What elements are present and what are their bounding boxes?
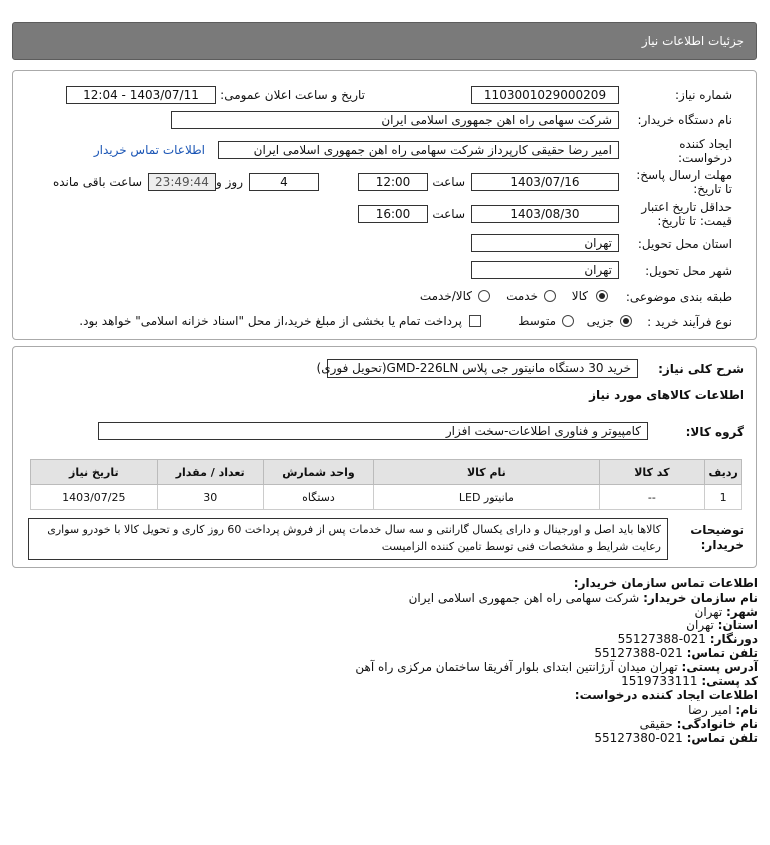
need-number-label: شماره نیاز: — [675, 88, 732, 102]
buyer-address-row — [355, 660, 758, 674]
buyer-contact-title: اطلاعات تماس سازمان خریدار: — [573, 576, 758, 590]
category-option-goods-service: کالا/خدمت — [419, 289, 472, 303]
province-field: تهران — [471, 234, 619, 252]
cell-unit: دستگاه — [263, 485, 373, 510]
page-header — [12, 22, 757, 60]
buyer-org-field: شرکت سهامی راه اهن جمهوری اسلامی ایران — [171, 111, 619, 129]
buyer-city-value: تهران — [694, 605, 723, 619]
notes-label-2: خریدار: — [700, 538, 744, 552]
deadline-label-1: مهلت ارسال پاسخ: — [636, 168, 732, 182]
announce-field: 1403/07/11 - 12:04 — [66, 86, 216, 104]
notes-box: کالاها باید اصل و اورجینال و دارای یکسال گارانتی و سه سال خدمات پس از فروش پرداخت 60 روز کاری و تحویل کالا با خودرو سواری رعایت شرایط و مشخصات فنی توسط تامین کننده الزامیست — [28, 518, 668, 560]
buyer-phone-row — [594, 646, 758, 660]
cell-row: 1 — [705, 485, 742, 510]
category-option-service: خدمت — [506, 289, 538, 303]
col-qty: تعداد / مقدار — [157, 460, 263, 485]
table-header-row — [31, 460, 742, 485]
buyer-fax-label: دورنگار: — [709, 632, 758, 646]
cell-name: مانیتور LED — [374, 485, 599, 510]
goods-table — [30, 459, 742, 510]
col-name: نام کالا — [374, 460, 599, 485]
process-label: نوع فرآیند خرید : — [647, 315, 732, 329]
validity-label-2: قیمت: تا تاریخ: — [657, 214, 732, 228]
buyer-address-label: آدرس پستی: — [681, 660, 758, 674]
category-radio-goods[interactable] — [596, 290, 608, 302]
col-code: کد کالا — [599, 460, 705, 485]
goods-info-title: اطلاعات کالاهای مورد نیاز — [589, 388, 744, 402]
category-option-goods: کالا — [571, 289, 588, 303]
summary-field: خرید 30 دستگاه مانیتور جی پلاس GMD-226LN(تحویل فوری) — [327, 359, 638, 378]
buyer-org-contact-label: نام سازمان خریدار: — [643, 591, 758, 605]
creator-label-1: ایجاد کننده — [679, 137, 732, 151]
creator-name-value: امیر رضا — [688, 703, 732, 717]
creator-label-2: درخواست: — [678, 151, 732, 165]
group-label: گروه کالا: — [685, 425, 744, 439]
category-radio-goods-service[interactable] — [478, 290, 490, 302]
group-field: کامپیوتر و فناوری اطلاعات-سخت افزار — [98, 422, 648, 440]
validity-time-label: ساعت — [432, 207, 465, 221]
buyer-phone-value: 021-55127388 — [594, 646, 683, 660]
notes-label-1: توضیحات — [690, 523, 744, 537]
creator-field: امیر رضا حقیقی کارپرداز شرکت سهامی راه اهن جمهوری اسلامی ایران — [218, 141, 619, 159]
process-radio-medium[interactable] — [562, 315, 574, 327]
category-label: طبقه بندی موضوعی: — [625, 290, 732, 304]
cell-code: -- — [599, 485, 705, 510]
buyer-fax-row — [618, 632, 758, 646]
table-row[interactable] — [31, 485, 742, 510]
payment-note: پرداخت تمام یا بخشی از مبلغ خرید،از محل "اسناد خزانه اسلامی" خواهد بود. — [79, 314, 462, 328]
page-title: جزئیات اطلاعات نیاز — [641, 34, 744, 48]
deadline-time-field: 12:00 — [358, 173, 428, 191]
days-label: روز و — [216, 175, 243, 189]
process-option-minor: جزیی — [586, 314, 614, 328]
validity-date-field: 1403/08/30 — [471, 205, 619, 223]
col-date: تاریخ نیاز — [31, 460, 158, 485]
process-option-medium: متوسط — [518, 314, 556, 328]
creator-contact-title: اطلاعات ایجاد کننده درخواست: — [574, 688, 758, 702]
deadline-time-label: ساعت — [432, 175, 465, 189]
buyer-phone-label: تلفن تماس: — [686, 646, 758, 660]
buyer-postal-label: کد پستی: — [701, 674, 758, 688]
cell-qty: 30 — [157, 485, 263, 510]
remaining-time-field: 23:49:44 — [148, 173, 216, 191]
buyer-province-label: استان: — [717, 618, 758, 632]
buyer-postal-value: 1519733111 — [621, 674, 698, 688]
process-radio-minor[interactable] — [620, 315, 632, 327]
buyer-org-contact-value: شرکت سهامی راه اهن جمهوری اسلامی ایران — [408, 591, 640, 605]
buyer-org-row — [409, 591, 758, 605]
days-field: 4 — [249, 173, 319, 191]
announce-label: تاریخ و ساعت اعلان عمومی: — [220, 88, 365, 102]
validity-label-1: حداقل تاریخ اعتبار — [641, 200, 732, 214]
cell-date: 1403/07/25 — [31, 485, 158, 510]
category-radio-service[interactable] — [544, 290, 556, 302]
summary-label: شرح کلی نیاز: — [658, 362, 744, 376]
buyer-contact-link[interactable]: اطلاعات تماس خریدار — [93, 143, 205, 157]
creator-name-label: نام: — [735, 703, 758, 717]
buyer-province-value: تهران — [686, 618, 714, 632]
deadline-date-field: 1403/07/16 — [471, 173, 619, 191]
buyer-postal-row — [621, 674, 758, 688]
buyer-org-label: نام دستگاه خریدار: — [637, 113, 732, 127]
deadline-label-2: تا تاریخ: — [693, 182, 732, 196]
buyer-fax-value: 021-55127388 — [617, 632, 706, 646]
creator-phone-row — [594, 731, 758, 745]
col-unit: واحد شمارش — [263, 460, 373, 485]
buyer-city-row — [695, 605, 758, 619]
buyer-city-label: شهر: — [726, 605, 758, 619]
remaining-label: ساعت باقی مانده — [52, 175, 142, 189]
col-row: ردیف — [705, 460, 742, 485]
creator-phone-label: تلفن تماس: — [686, 731, 758, 745]
validity-time-field: 16:00 — [358, 205, 428, 223]
creator-family-row — [640, 717, 758, 731]
need-number-field: 1103001029000209 — [471, 86, 619, 104]
city-field: تهران — [471, 261, 619, 279]
creator-family-value: حقیقی — [639, 717, 673, 731]
buyer-address-value: تهران میدان آرژانتین ابتدای بلوار آفریقا ساختمان مرکزی راه آهن — [355, 660, 678, 674]
treasury-checkbox[interactable] — [469, 315, 481, 327]
buyer-province-row — [686, 618, 758, 632]
creator-phone-value: 021-55127380 — [594, 731, 683, 745]
creator-name-row — [688, 703, 758, 717]
creator-family-label: نام خانوادگی: — [676, 717, 758, 731]
city-label: شهر محل تحویل: — [645, 264, 732, 278]
province-label: استان محل تحویل: — [637, 237, 732, 251]
